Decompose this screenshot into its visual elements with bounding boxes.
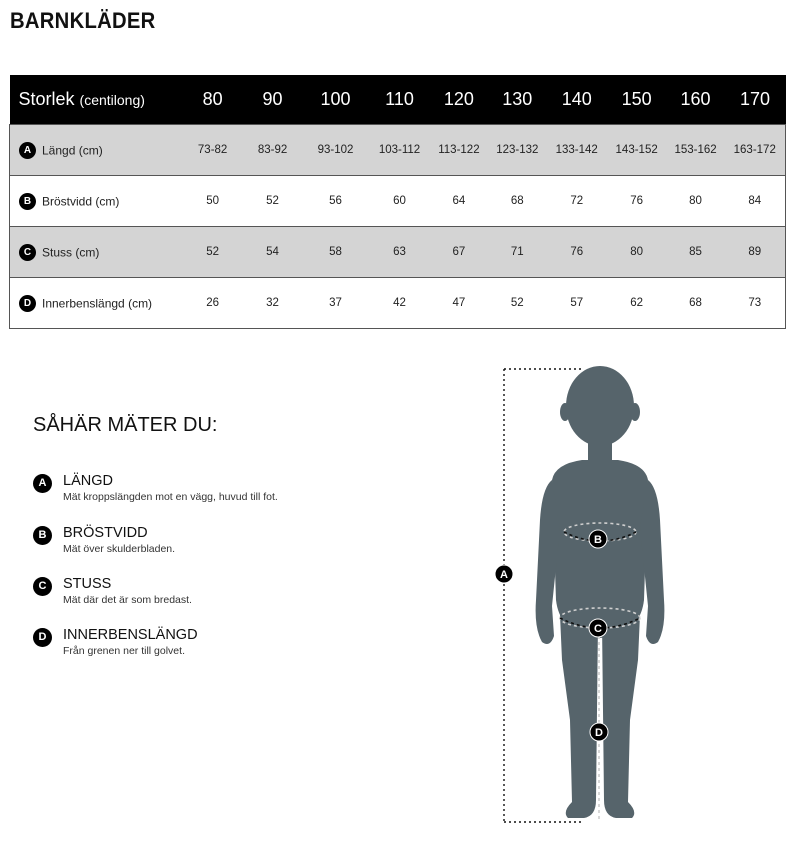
table-cell: 50 (206, 195, 220, 207)
table-cell: 93-102 (302, 125, 369, 176)
table-cell: 83-92 (243, 125, 302, 176)
row-label: Innerbenslängd (cm) (42, 296, 153, 310)
table-cell: 85 (667, 227, 725, 278)
table-cell: 163-172 (725, 125, 786, 176)
badge-d: D (19, 295, 36, 312)
table-cell: 80 (607, 227, 667, 278)
size-130: 130 (488, 75, 547, 125)
table-cell: 143-152 (607, 125, 667, 176)
table-cell: 123-132 (488, 125, 547, 176)
guide-title: BRÖSTVIDD (63, 525, 148, 541)
table-cell: 32 (266, 297, 279, 309)
table-cell: 57 (570, 297, 584, 309)
marker-b-label: B (594, 534, 602, 546)
table-cell: 84 (748, 195, 762, 207)
table-cell: 133-142 (547, 125, 607, 176)
marker-d (590, 723, 608, 741)
howto-title: SÅHÄR MÄTER DU: (33, 414, 218, 436)
table-cell: 52 (182, 227, 243, 278)
table-cell: 113-122 (430, 125, 488, 176)
size-table (9, 75, 786, 329)
row-header (10, 125, 183, 176)
table-cell: 73 (748, 297, 762, 309)
marker-b (589, 530, 607, 548)
marker-a-label: A (500, 569, 508, 581)
table-row-hip (10, 227, 786, 278)
table-cell: 73-82 (182, 125, 243, 176)
size-100: 100 (302, 75, 369, 125)
table-cell: 60 (393, 195, 406, 207)
size-header-row (10, 75, 786, 125)
table-cell: 68 (689, 297, 702, 309)
table-cell: 42 (393, 297, 406, 309)
marker-d-label: D (595, 727, 603, 739)
table-cell: 153-162 (667, 125, 725, 176)
child-silhouette (536, 366, 665, 818)
size-160: 160 (667, 75, 725, 125)
row-label: Längd (cm) (42, 143, 103, 157)
size-150: 150 (607, 75, 667, 125)
row-header (10, 176, 183, 227)
guide-title: INNERBENSLÄNGD (63, 627, 198, 643)
guide-description: Mät över skulderbladen. (63, 543, 176, 555)
table-cell: 54 (243, 227, 302, 278)
table-cell: 68 (510, 195, 524, 207)
table-cell: 72 (570, 195, 584, 207)
badge-b: B (33, 526, 52, 545)
marker-c (589, 619, 607, 637)
table-row-length (10, 125, 786, 176)
row-label: Bröstvidd (cm) (42, 194, 120, 208)
table-cell: 58 (302, 227, 369, 278)
table-row-chest (10, 176, 786, 227)
size-label: Storlek (18, 89, 75, 109)
badge-a: A (19, 142, 36, 159)
size-110: 110 (369, 75, 430, 125)
table-cell: 47 (452, 297, 466, 309)
child-silhouette-figure (490, 360, 680, 830)
table-cell: 26 (206, 297, 220, 309)
guide-description: Mät kroppslängden mot en vägg, huvud till fot. (63, 491, 278, 503)
row-label: Stuss (cm) (42, 245, 100, 259)
table-cell: 37 (329, 297, 342, 309)
size-170: 170 (725, 75, 786, 125)
row-header (10, 227, 183, 278)
table-cell: 63 (369, 227, 430, 278)
table-cell: 80 (689, 195, 702, 207)
table-row-inseam (10, 278, 786, 329)
badge-c: C (33, 577, 52, 596)
table-cell: 76 (547, 227, 607, 278)
table-cell: 67 (430, 227, 488, 278)
size-header-label (10, 75, 183, 125)
table-cell: 52 (266, 195, 279, 207)
guide-title: LÄNGD (63, 473, 113, 489)
guide-description: Från grenen ner till golvet. (63, 645, 185, 657)
size-80: 80 (182, 75, 243, 125)
row-header (10, 278, 183, 329)
table-cell: 52 (510, 297, 524, 309)
badge-b: B (19, 193, 36, 210)
badge-c: C (19, 244, 36, 261)
table-cell: 76 (630, 195, 644, 207)
marker-c-label: C (594, 623, 602, 635)
size-120: 120 (430, 75, 488, 125)
badge-a: A (33, 474, 52, 493)
badge-d: D (33, 628, 52, 647)
page-title: BARNKLÄDER (10, 8, 156, 33)
marker-a (495, 565, 513, 583)
table-cell: 64 (452, 195, 466, 207)
table-cell: 62 (630, 297, 644, 309)
size-sublabel: (centilong) (79, 92, 145, 108)
table-cell: 103-112 (369, 125, 430, 176)
table-cell: 71 (488, 227, 547, 278)
size-140: 140 (547, 75, 607, 125)
size-90: 90 (243, 75, 302, 125)
table-cell: 56 (329, 195, 342, 207)
guide-description: Mät där det är som bredast. (63, 594, 192, 606)
table-cell: 89 (725, 227, 786, 278)
guide-title: STUSS (63, 576, 112, 592)
